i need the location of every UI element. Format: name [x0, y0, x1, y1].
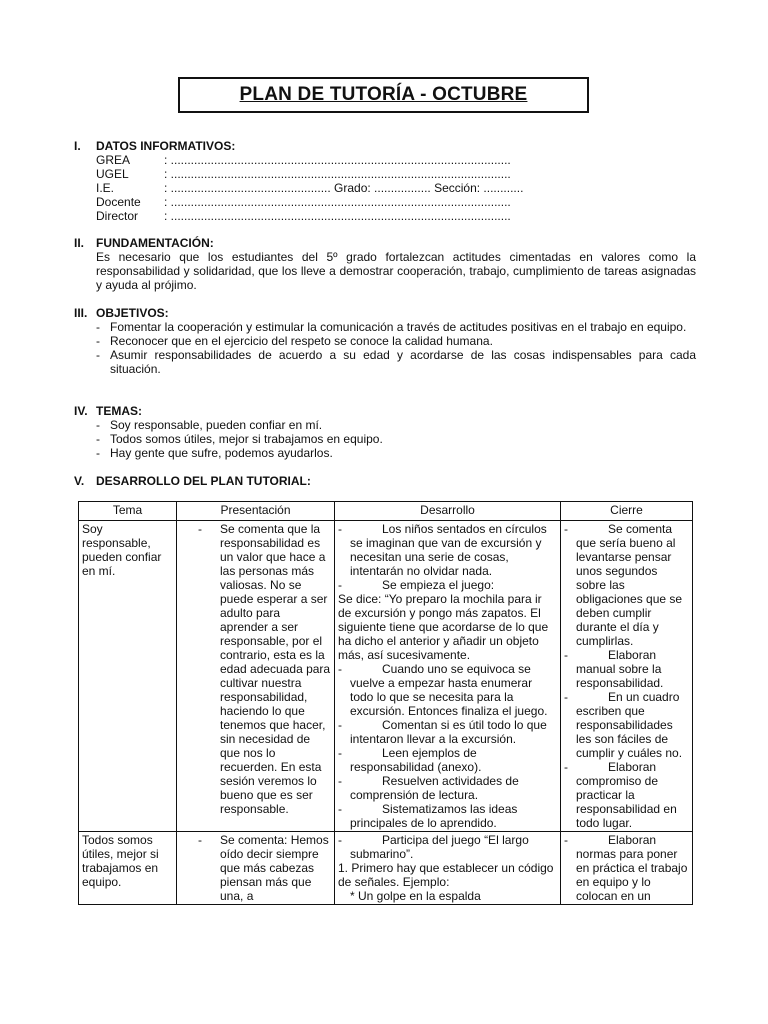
section-number: II. [74, 236, 85, 250]
datos-value: : ...................................................................................................... [164, 195, 511, 209]
section-heading: DATOS INFORMATIVOS: [96, 139, 236, 153]
tema-text: Soy responsable, pueden confiar en mí. [82, 522, 162, 578]
bullet-dash: - [338, 718, 342, 732]
bullet-dash: - [96, 334, 100, 348]
section-heading: FUNDAMENTACIÓN: [96, 236, 214, 250]
desarrollo-text: Resuelven actividades de comprensión de lectura. [350, 774, 519, 802]
bullet-dash: - [564, 760, 568, 774]
datos-row [96, 153, 696, 167]
cierre-text: Elaboran manual sobre la responsabilidad. [576, 648, 664, 690]
desarrollo-text: Cuando uno se equivoca se vuelve a empezar hasta enumerar todo lo que se necesita para la excursión. Entonces finaliza el juego. [350, 662, 548, 718]
bullet-dash: - [338, 833, 342, 847]
tema-text: Hay gente que sufre, podemos ayudarlos. [110, 446, 333, 460]
bullet-dash: - [96, 432, 100, 446]
bullet-dash: - [338, 662, 342, 676]
presentacion-text: Se comenta: Hemos oído decir siempre que más cabezas piensan más que una, a [220, 833, 329, 903]
bullet-dash: - [338, 578, 342, 592]
desarrollo-star: * Un golpe en la espalda [350, 889, 481, 903]
tema-text: Soy responsable, pueden confiar en mí. [110, 418, 323, 432]
cierre-text: Elaboran compromiso de practicar la responsabilidad en todo lugar. [576, 760, 677, 830]
list-item [96, 418, 696, 432]
cierre-text: Elaboran normas para poner en práctica el trabajo en equipo y lo colocan en un [576, 833, 688, 903]
cell-desarrollo [335, 832, 561, 905]
cell-tema [79, 521, 177, 832]
table-row [79, 832, 693, 905]
desarrollo-text: Sistematizamos las ideas principales de lo aprendido. [350, 802, 518, 830]
plan-table [78, 501, 693, 905]
datos-label: GREA [96, 153, 131, 167]
desarrollo-text: Leen ejemplos de responsabilidad (anexo). [350, 746, 482, 774]
section-number: I. [74, 139, 81, 153]
section-number: IV. [74, 404, 88, 418]
section-fundamentacion [74, 236, 696, 292]
bullet-dash: - [338, 746, 342, 760]
cell-cierre [561, 521, 693, 832]
datos-row [96, 195, 696, 209]
tema-text: Todos somos útiles, mejor si trabajamos en equipo. [82, 833, 159, 889]
section-desarrollo [74, 474, 696, 488]
bullet-dash: - [564, 690, 568, 704]
bullet-dash: - [338, 802, 342, 816]
desarrollo-step: 1. Primero hay que establecer un código de señales. Ejemplo: [338, 861, 554, 889]
datos-label: Docente [96, 195, 141, 209]
list-item [96, 334, 696, 348]
bullet-dash: - [198, 522, 202, 536]
cierre-text: En un cuadro escriben que responsabilidades les son fáciles de cumplir y cuáles no. [576, 690, 683, 760]
datos-label: UGEL [96, 167, 129, 181]
section-datos [74, 139, 696, 223]
header-desarrollo: Desarrollo [335, 502, 561, 521]
bullet-dash: - [564, 648, 568, 662]
header-presentacion: Presentación [177, 502, 335, 521]
presentacion-text: Se comenta que la responsabilidad es un valor que hace a las personas más valiosas. No se puede esperar a ser adulto para aprender a ser responsable, por el contrario, esta es la edad adecuada para cultivar nuestra responsabilidad, haciendo lo que tenemos que hacer, sin necesidad de que nos lo recuerden. En esta sesión veremos lo bueno que es ser responsable. [220, 522, 331, 816]
page-title: PLAN DE TUTORÍA - OCTUBRE [239, 84, 528, 105]
header-tema: Tema [79, 502, 177, 521]
tema-text: Todos somos útiles, mejor si trabajamos en equipo. [110, 432, 383, 446]
datos-value: : ................................................ Grado: ................. Sección: ............ [164, 181, 524, 195]
datos-value: : ...................................................................................................... [164, 153, 511, 167]
datos-value: : ...................................................................................................... [164, 209, 511, 223]
fundamentacion-text: Es necesario que los estudiantes del 5º grado fortalezcan actitudes cimentadas en valores como la responsabilidad y solidaridad, que los lleve a demostrar cooperación, trabajo, cumplimiento de tareas asignadas y ayuda al prójimo. [96, 250, 696, 292]
desarrollo-text: Participa del juego “El largo submarino”. [350, 833, 529, 861]
bullet-dash: - [338, 774, 342, 788]
datos-row [96, 209, 696, 223]
header-cierre: Cierre [561, 502, 693, 521]
section-heading: DESARROLLO DEL PLAN TUTORIAL: [96, 474, 311, 488]
section-objetivos [74, 306, 696, 376]
bullet-dash: - [96, 446, 100, 460]
cell-presentacion [177, 832, 335, 905]
section-heading: OBJETIVOS: [96, 306, 169, 320]
bullet-dash: - [564, 522, 568, 536]
bullet-dash: - [96, 418, 100, 432]
list-item [96, 446, 696, 460]
section-heading: TEMAS: [96, 404, 142, 418]
table-header-row [79, 502, 693, 521]
desarrollo-text: Los niños sentados en círculos se imaginan que van de excursión y necesitan una serie de cosas, intentarán no olvidar nada. [350, 522, 547, 578]
desarrollo-quote: Se dice: “Yo preparo la mochila para ir de excursión y pongo más zapatos. El siguiente tiene que acordarse de lo que ha dicho el anterior y añadir un objeto más, así sucesivamente. [338, 592, 549, 662]
table-row [79, 521, 693, 832]
datos-row [96, 181, 696, 195]
desarrollo-text: Se empieza el juego: [382, 578, 495, 592]
datos-row [96, 167, 696, 181]
objetivo-text: Reconocer que en el ejercicio del respeto se conoce la calidad humana. [110, 334, 493, 348]
objetivo-text: Fomentar la cooperación y estimular la comunicación a través de actitudes positivas en el trabajo en equipo. [110, 320, 687, 334]
list-item [96, 432, 696, 446]
section-temas [74, 404, 696, 460]
bullet-dash: - [96, 320, 100, 334]
cell-desarrollo [335, 521, 561, 832]
cell-cierre [561, 832, 693, 905]
list-item [96, 320, 696, 334]
objetivo-text: Asumir responsabilidades de acuerdo a su edad y acordarse de las cosas indispensables para cada situación. [110, 348, 696, 376]
cierre-text: Se comenta que sería bueno al levantarse pensar unos segundos sobre las obligaciones que se deben cumplir durante el día y cumplirlas. [576, 522, 683, 648]
list-item [96, 348, 696, 376]
bullet-dash: - [338, 522, 342, 536]
datos-label: Director [96, 209, 139, 223]
bullet-dash: - [96, 348, 100, 362]
section-number: V. [74, 474, 85, 488]
bullet-dash: - [198, 833, 202, 847]
datos-label: I.E. [96, 181, 115, 195]
cell-presentacion [177, 521, 335, 832]
section-number: III. [74, 306, 88, 320]
title-box [178, 77, 589, 113]
cell-tema [79, 832, 177, 905]
desarrollo-text: Comentan si es útil todo lo que intentaron llevar a la excursión. [350, 718, 547, 746]
bullet-dash: - [564, 833, 568, 847]
datos-value: : ...................................................................................................... [164, 167, 511, 181]
